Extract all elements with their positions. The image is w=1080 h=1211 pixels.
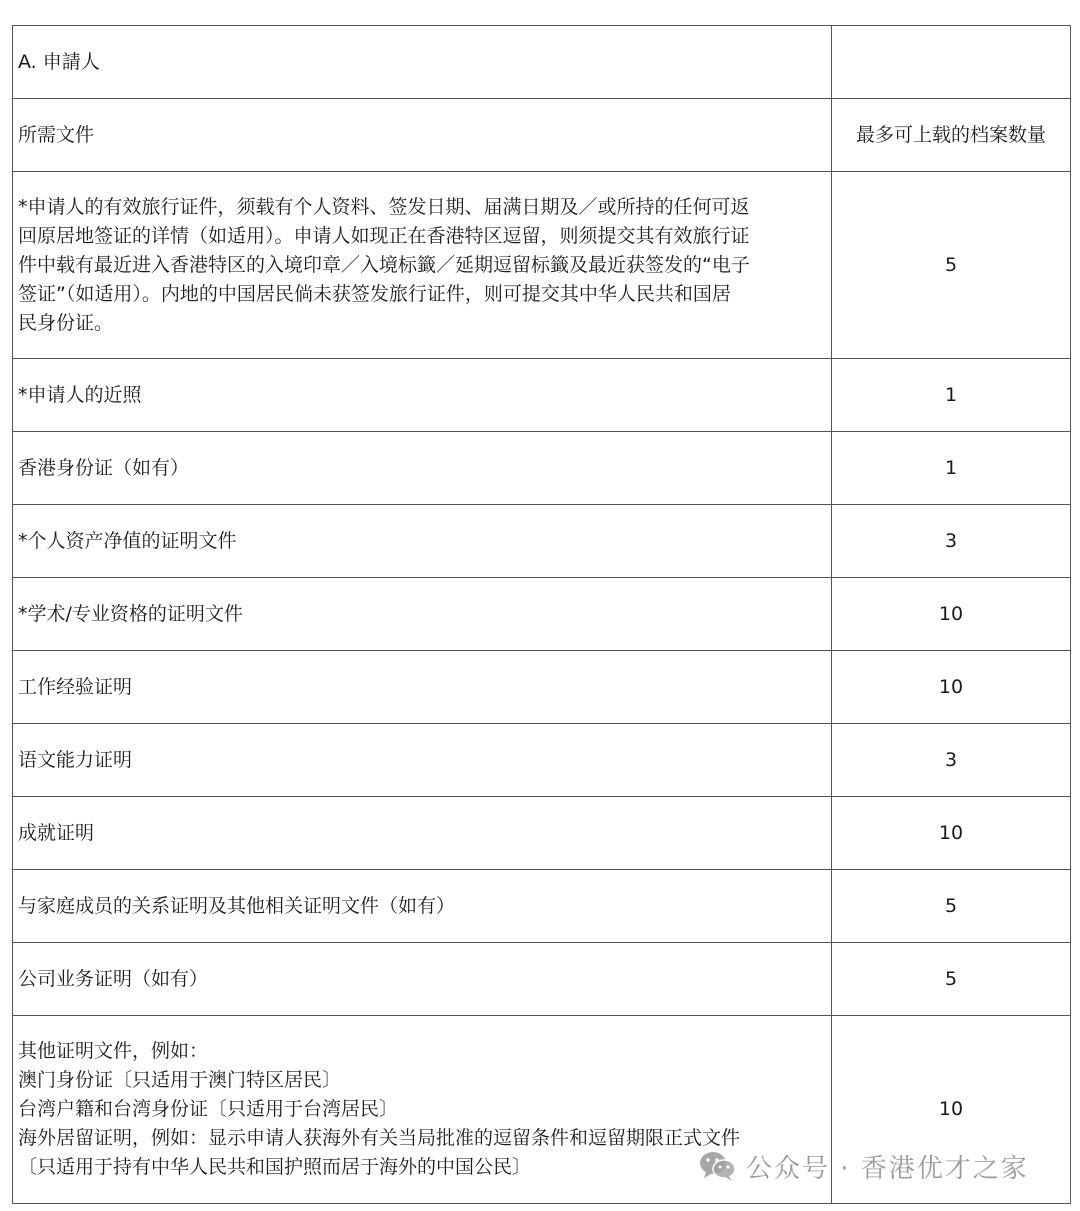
column-header-document: 所需文件 <box>18 123 95 146</box>
table-row <box>13 578 1071 651</box>
section-title-empty-cell <box>832 26 1071 99</box>
wechat-watermark <box>698 1146 1029 1186</box>
table-row <box>13 432 1071 505</box>
max-files-count: 10 <box>938 675 964 698</box>
document-name: *个人资产净值的证明文件 <box>18 529 237 552</box>
table-row <box>13 943 1071 1016</box>
table-row <box>13 172 1071 359</box>
section-title: A. 申請人 <box>18 50 100 73</box>
max-files-count: 10 <box>938 1098 964 1120</box>
document-name: 香港身份证（如有） <box>18 456 190 479</box>
wechat-icon <box>698 1149 738 1183</box>
section-title-row <box>13 26 1071 99</box>
document-name: *学术/专业资格的证明文件 <box>18 602 243 625</box>
table-row <box>13 870 1071 943</box>
document-name: 其他证明文件，例如： 澳门身份证〔只适用于澳门特区居民〕 台湾户籍和台湾身份证〔只适用于台湾居民〕 海外居留证明，例如：显示申请人获海外有关当局批准的逗留条件和逗留期限正式文件 〔只适用于持有中华人民共和国护照而居于海外的中国公民〕 <box>18 1040 741 1178</box>
table-row <box>13 359 1071 432</box>
table-row <box>13 724 1071 797</box>
max-files-count: 1 <box>944 456 958 479</box>
table-row <box>13 505 1071 578</box>
document-name: *申请人的近照 <box>18 383 142 406</box>
max-files-count: 1 <box>944 383 958 406</box>
required-documents-table <box>12 25 1071 1204</box>
max-files-count: 10 <box>938 821 964 844</box>
max-files-count: 3 <box>944 529 958 552</box>
document-name: *申请人的有效旅行证件，须载有个人资料、签发日期、届满日期及／或所持的任何可返 回原居地签证的详情（如适用）。申请人如现正在香港特区逗留，则须提交其有效旅行证 件中载有最近进入香港特区的入境印章／入境标籤／延期逗留标籤及最近获签发的“电子 签证”（如适用）。内地的中国居民倘未获签发旅行证件，则可提交其中华人民共和国居 民身份证。 <box>18 195 750 334</box>
document-name: 语文能力证明 <box>18 748 133 771</box>
table-row <box>13 651 1071 724</box>
max-files-count: 5 <box>944 967 958 990</box>
header-row <box>13 99 1071 172</box>
document-name: 与家庭成员的关系证明及其他相关证明文件（如有） <box>18 894 456 917</box>
max-files-count: 3 <box>944 748 958 771</box>
watermark-text: 公众号 · 香港优才之家 <box>746 1153 1029 1184</box>
table-row <box>13 797 1071 870</box>
section-title-cell <box>13 26 832 99</box>
max-files-count: 5 <box>944 253 958 276</box>
document-name: 公司业务证明（如有） <box>18 967 209 990</box>
header-document-cell <box>13 99 832 172</box>
document-name: 成就证明 <box>18 821 95 844</box>
document-name: 工作经验证明 <box>18 675 133 698</box>
max-files-count: 10 <box>938 602 964 625</box>
max-files-count: 5 <box>944 894 958 917</box>
header-max-files-cell <box>832 99 1071 172</box>
column-header-max-files: 最多可上载的档案数量 <box>855 123 1046 146</box>
